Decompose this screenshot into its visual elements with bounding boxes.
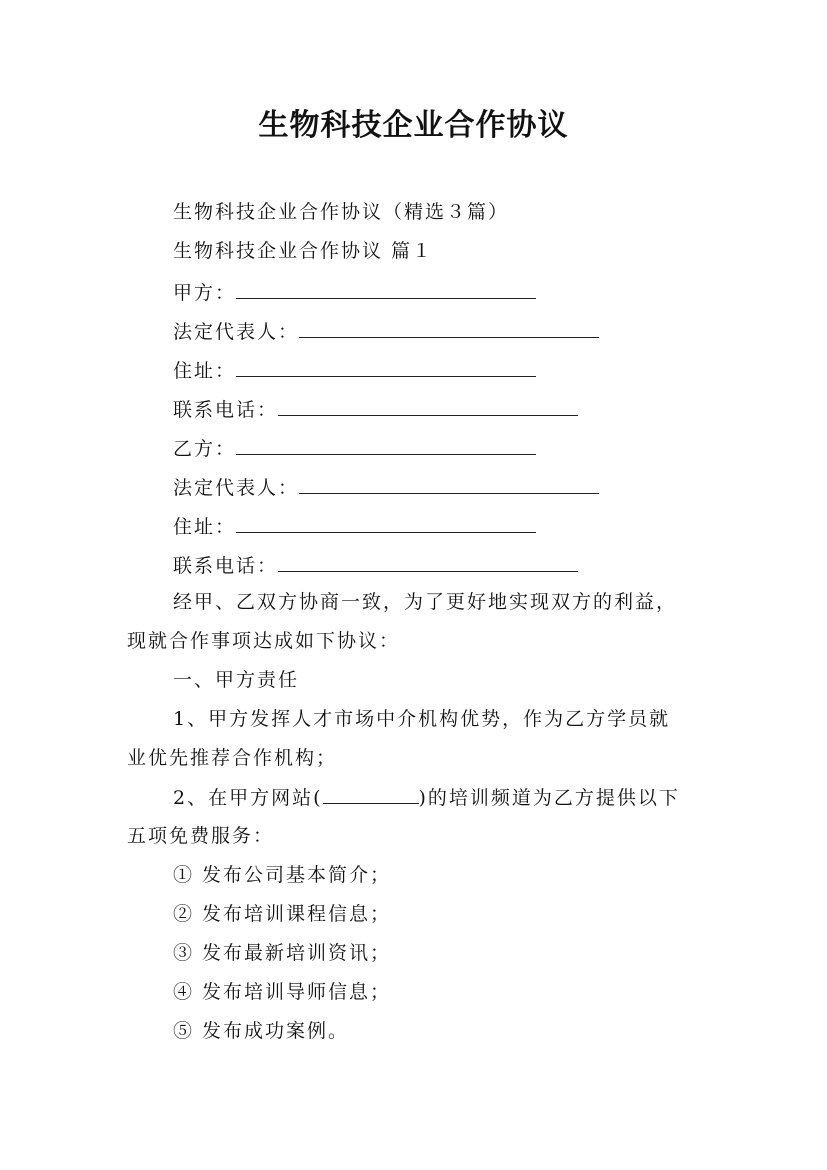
intro-paragraph-line2: 现就合作事项达成如下协议：	[127, 630, 401, 652]
field-party-a	[173, 278, 536, 305]
service-item: ④ 发布培训导师信息；	[173, 981, 392, 1003]
blank-line	[236, 434, 536, 455]
service-item: ⑤ 发布成功案例。	[173, 1020, 350, 1042]
field-address-b	[173, 512, 536, 539]
field-address-a	[173, 356, 536, 383]
intro-paragraph-line1: 经甲、乙双方协商一致，为了更好地实现双方的利益，	[173, 591, 678, 613]
blank-line	[299, 473, 599, 494]
blank-line	[278, 551, 578, 572]
field-label: 住址：	[173, 516, 237, 538]
document-title: 生物科技企业合作协议	[258, 108, 569, 143]
field-label: 乙方：	[173, 438, 237, 460]
subtitle: 生物科技企业合作协议（精选３篇）	[173, 201, 510, 223]
field-phone-b	[173, 551, 578, 578]
field-legal-rep-b	[173, 473, 599, 500]
blank-line	[299, 317, 599, 338]
item2-suffix: )的培训频道为乙方提供以下	[418, 787, 680, 809]
section-heading: 生物科技企业合作协议 篇１	[173, 240, 434, 262]
field-label: 甲方：	[173, 282, 237, 304]
field-label: 联系电话：	[173, 399, 279, 421]
blank-line	[236, 512, 536, 533]
item1-line1: 1、甲方发挥人才市场中介机构优势，作为乙方学员就	[173, 708, 671, 730]
blank-line	[278, 395, 578, 416]
field-legal-rep-a	[173, 317, 599, 344]
item2-line2: 五项免费服务：	[127, 825, 275, 847]
blank-line	[236, 278, 536, 299]
field-label: 法定代表人：	[173, 321, 300, 343]
field-phone-a	[173, 395, 578, 422]
field-label: 住址：	[173, 360, 237, 382]
website-blank	[323, 785, 419, 804]
item1-line2: 业优先推荐合作机构；	[127, 747, 338, 769]
service-item: ① 发布公司基本简介；	[173, 864, 392, 886]
item2-line1	[173, 785, 680, 810]
field-label: 法定代表人：	[173, 477, 300, 499]
item2-prefix: 2、在甲方网站(	[173, 787, 323, 809]
service-item: ② 发布培训课程信息；	[173, 903, 392, 925]
field-party-b	[173, 434, 536, 461]
party-a-heading: 一、甲方责任	[173, 669, 300, 691]
blank-line	[236, 356, 536, 377]
service-item: ③ 发布最新培训资讯；	[173, 942, 392, 964]
field-label: 联系电话：	[173, 555, 279, 577]
